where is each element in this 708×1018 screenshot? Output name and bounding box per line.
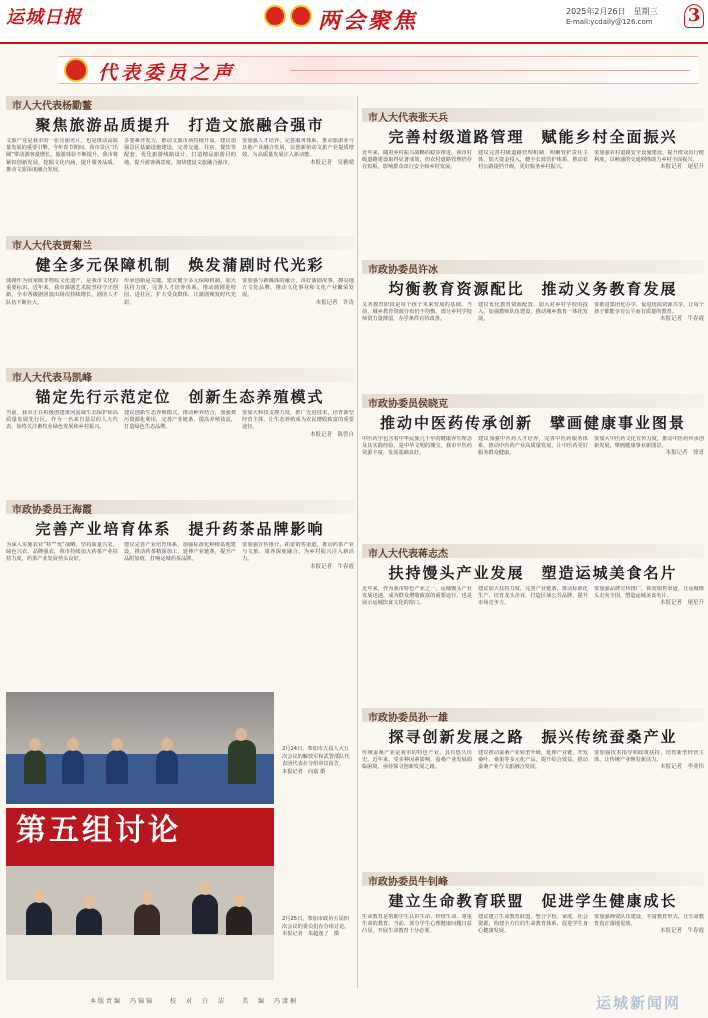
article-kicker: 市人大代表蒋志杰 — [368, 549, 448, 560]
emblem-icon-2 — [290, 5, 312, 27]
photo-caption: 2月24日，参加市五届人大五次会议的解放军和武警部队代表团代表在分组审议报告。 本报记者 向嘉 摄 — [282, 746, 350, 775]
article[interactable] — [6, 96, 354, 234]
article-kicker: 市政协委员牛钊峰 — [368, 877, 448, 888]
article-text: 传承创新是关键。建议健全多元保障机制，加大扶持力度，完善人才培养体系，推动蒲剧进校园、进社区，扩大受众群体，让蒲剧焕发时代光彩。 — [124, 278, 236, 306]
photo-sign-text: 第五组讨论 — [6, 808, 274, 866]
article-headline[interactable]: 完善产业培育体系 提升药茶品牌影响 — [35, 520, 325, 538]
article-headline[interactable]: 建立生命教育联盟 促进学生健康成长 — [388, 892, 678, 910]
article-text: 要加强师资队伍建设，丰富教育形式，让生命教育真正落地见效。 本报记者 牛春霞 — [594, 914, 704, 935]
article-byline: 本报记者 李亚伟 — [659, 764, 704, 771]
article-text: 建议创新生态养殖模式，推动种养结合，加强粪污资源化利用，完善产业链条，提高养殖效益，打造绿色生态品牌。 — [124, 410, 236, 431]
photo-military-delegates — [6, 692, 274, 804]
article-text: 多要素齐发力，推动文旅市场持续升温。建议加强景区基础设施建设，完善交通、住宿、餐饮等配套，优化旅游线路设计，打造精品旅游目的地，提升游客满意度，加快建设文旅融合强市。 — [124, 138, 236, 166]
article-headline[interactable]: 探寻创新发展之路 振兴传统蚕桑产业 — [388, 728, 678, 746]
email: E-mail:ycdaily@126.com — [566, 18, 653, 26]
article-kicker: 市政协委员侯晓克 — [368, 399, 448, 410]
article-text: 当前，我市正在积极创建黄河流域生态保护和高质量发展先行区。作为一名来自基层的人大代表，始终关注畜牧业绿色发展和乡村振兴。 — [6, 410, 118, 431]
article-headline[interactable]: 推动中医药传承创新 擘画健康事业图景 — [379, 414, 686, 432]
article-text: 要加大中医药文化宣传力度，推动中医药传承创新发展，擘画健康事业新图景。 本报记者 徐青 — [594, 436, 704, 457]
article-kicker: 市人大代表贾菊兰 — [12, 241, 92, 252]
article-text: 要加强品牌宣传推广，拓宽销售渠道，让运城馒头走向全国，塑造运城美食名片。 本报记者 尾星升 — [594, 586, 704, 607]
article-text: 要加强农村道路安全设施建设，提升群众出行便利度，以畅通的交通网络助力乡村全面振兴。 本报记者 尾星升 — [594, 150, 704, 171]
article-text: 义务教育阶段是每个孩子未来发展的基础。当前，城乡教育资源分布仍不均衡，部分乡村学校师资力量薄弱，办学条件有待改善。 — [362, 302, 472, 323]
article[interactable] — [6, 368, 354, 498]
article-text: 建议优化教育资源配置，加大对乡村学校的投入，加强教师队伍建设，推动城乡教育一体化发展。 — [478, 302, 588, 323]
emblem-icon-banner — [64, 58, 88, 82]
article-byline: 本报记者 尾星升 — [659, 164, 704, 171]
article-kicker: 市政协委员许冰 — [368, 265, 438, 276]
article[interactable] — [362, 872, 704, 982]
article-text: 建议完善村级道路管理机制，明确管护责任主体，加大资金投入，健全长效管护体系，推动农村公路提档升级，更好服务乡村振兴。 — [478, 150, 588, 171]
article-text: 要加强与新媒体的融合，讲好蒲剧故事，擦亮地方文化品牌，推动文化事业和文化产业繁荣发展。 本报记者 许涛 — [242, 278, 354, 306]
article-text: 要加强技术指导和政策扶持，培育新型经营主体，让传统产业焕发新活力。 本报记者 李亚伟 — [594, 750, 704, 771]
article-headline[interactable]: 完善村级道路管理 赋能乡村全面振兴 — [388, 128, 678, 146]
article[interactable] — [362, 108, 704, 258]
article-text: 要推进集团化办学，促进优质资源共享，让每个孩子都能享有公平而有质量的教育。 本报记者 牛春霞 — [594, 302, 704, 323]
article-text: 传统蚕桑产业是我市的特色产业，具有悠久历史。近年来，受多种因素影响，蚕桑产业发展面临困境，亟待探寻创新发展之路。 — [362, 750, 472, 771]
article-kicker: 市政协委员孙一雄 — [368, 713, 448, 724]
article-headline[interactable]: 扶持馒头产业发展 塑造运城美食名片 — [388, 564, 678, 582]
section-banner — [0, 52, 708, 90]
article[interactable] — [6, 236, 354, 366]
photo-caption: 2月25日，参加市政协五届四次会议的委员们在分组讨论。 本报记者 朱超逸了 摄 — [282, 916, 353, 937]
article-byline: 本报记者 吴雅晴 — [309, 159, 354, 166]
article-byline: 本报记者 牛春霞 — [309, 563, 354, 570]
article-text: 蒲剧作为国家级非物质文化遗产，是我市文化的重要标识。近年来，我市蒲剧艺术院坚持守正创新，全市各级剧团演出场次持续增长，剧团人才队伍不断壮大。 — [6, 278, 118, 306]
article-text: 生命教育是帮助学生认识生命、珍惜生命、尊重生命的教育。当前，部分学生心理健康问题日益凸显，开展生命教育十分必要。 — [362, 914, 472, 935]
article-text: 近年来，随着乡村振兴战略的稳步推进，我市村级道路建设取得显著成效，但农村道路管理仍存在短板，影响群众出行安全和乡村发展。 — [362, 150, 472, 171]
page-footer: 本版责编 冯锦锦 校 对 白 洁 美 编 冯潇桐 — [90, 998, 299, 1005]
article-kicker: 市政协委员王海霞 — [12, 505, 92, 516]
article-text: 文旅产业是我市的一张亮丽名片，也是推动高质量发展的重要引擎。今年春节期间，我市景区“出圈”带动游客量增长，旅游体验不断提升。我市将紧扣创新发展，挖掘文化内涵，提升服务品质，推动文旅深度融合发展。 — [6, 138, 118, 173]
masthead — [0, 0, 708, 44]
article-text: 建议完善产业培育体系，加强标准化种植基地建设，推动药茶精深加工，延伸产业链条，提升产品附加值，打响运城药茶品牌。 — [124, 542, 236, 563]
article-headline[interactable]: 均衡教育资源配比 推动义务教育发展 — [388, 280, 678, 298]
article-text: 近年来，作为我市特色产业之一，运城馒头产业发展迅速，成为群众增收致富的重要途径，也是展示运城饮食文化的窗口。 — [362, 586, 472, 607]
article[interactable] — [362, 394, 704, 540]
article-text: 要加强人才培养，完善服务体系，推动旅游业与其他产业融合发展，以创新驱动文旅产业提质增效，为高质量发展注入新动能。 本报记者 吴雅晴 — [242, 138, 354, 166]
article-text: 要加大科技支撑力度，推广先进技术，培育新型经营主体，让生态养殖成为农民增收致富的重要途径。 本报记者 陈曾自 — [242, 410, 354, 438]
article[interactable] — [6, 500, 354, 690]
article[interactable] — [362, 708, 704, 856]
article-headline[interactable]: 健全多元保障机制 焕发蒲剧时代光彩 — [35, 256, 325, 274]
photo-group-discussion — [6, 808, 274, 980]
article-text: 为深入实施农业“特”“优”战略，坚持质量兴农、绿色兴农、品牌强农，我市持续加大药茶产业扶持力度，药茶产业发展势头良好。 — [6, 542, 118, 563]
article-byline: 本报记者 牛春霞 — [659, 316, 704, 323]
section-title: 两会聚焦 — [318, 8, 419, 34]
article-text: 要加强宣传推介，拓宽销售渠道，推动药茶产业与文旅、康养深度融合，为乡村振兴注入新活力。 本报记者 牛春霞 — [242, 542, 354, 570]
emblem-icon — [264, 5, 286, 27]
article[interactable] — [362, 260, 704, 390]
column-divider — [357, 96, 358, 988]
article-text: 建议推动蚕桑产业转型升级，延伸产业链，开发桑叶、桑果等多元化产品，提升综合效益，推动蚕桑产业与文旅融合发展。 — [478, 750, 588, 771]
banner-title: 代表委员之声 — [98, 62, 237, 84]
article-text: 中医药学包含着中华民族几千年的健康养生理念及其实践经验，是中华文明的瑰宝。我市中医药资源丰富，发展基础良好。 — [362, 436, 472, 457]
issue-date: 2025年2月26日 星期三 — [566, 7, 658, 16]
article-byline: 本报记者 许涛 — [315, 299, 354, 306]
article-text: 建议建立生命教育联盟，整合学校、家庭、社会资源，构建全方位的生命教育体系，促进学生身心健康发展。 — [478, 914, 588, 935]
article-text: 建议加大扶持力度，完善产业链条，推动标准化生产，培育龙头企业，打造区域公共品牌，提升市场竞争力。 — [478, 586, 588, 607]
article-byline: 本报记者 尾星升 — [659, 600, 704, 607]
article[interactable] — [362, 544, 704, 704]
article-kicker: 市人大代表张天兵 — [368, 113, 448, 124]
article-kicker: 市人大代表杨勤鳌 — [12, 101, 92, 112]
article-headline[interactable]: 聚焦旅游品质提升 打造文旅融合强市 — [35, 116, 325, 134]
page-number: 3 — [684, 4, 704, 28]
article-kicker: 市人大代表马凯峰 — [12, 373, 92, 384]
article-headline[interactable]: 锚定先行示范定位 创新生态养殖模式 — [35, 388, 325, 406]
paper-name: 运城日报 — [6, 7, 82, 28]
article-text: 建议加强中医药人才培养，完善中医药服务体系，推动中医药产业高质量发展，让中医药更好服务群众健康。 — [478, 436, 588, 457]
site-watermark: 运城新闻网 — [596, 994, 682, 1012]
article-byline: 本报记者 陈曾自 — [309, 431, 354, 438]
article-byline: 本报记者 徐青 — [665, 450, 704, 457]
article-byline: 本报记者 牛春霞 — [659, 928, 704, 935]
